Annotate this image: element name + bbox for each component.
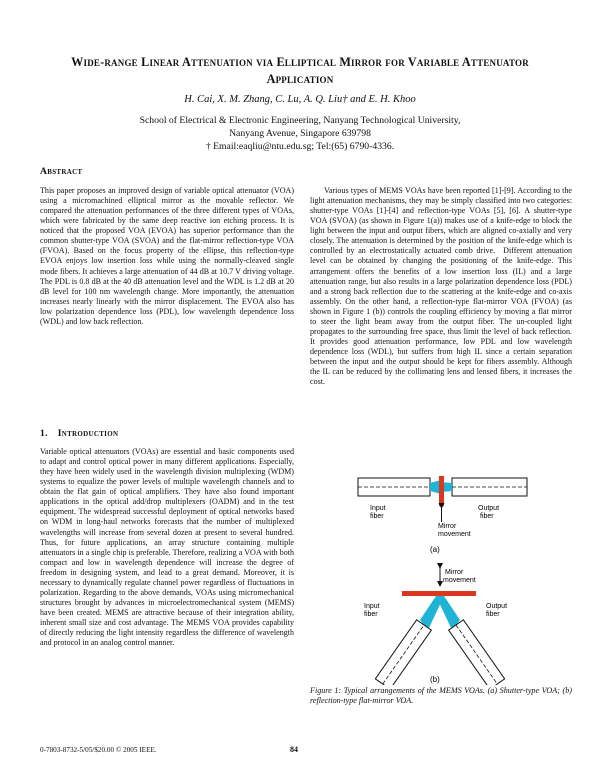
figure-1 bbox=[340, 470, 555, 685]
flat-mirror bbox=[402, 591, 476, 596]
mirror-b-label: Mirror bbox=[445, 569, 464, 576]
input-fiber-a-label-2: fiber bbox=[370, 513, 384, 520]
affiliation-line-2: Nanyang Avenue, Singapore 639798 bbox=[229, 127, 371, 139]
right-column-body bbox=[310, 186, 572, 387]
output-fiber-b bbox=[449, 620, 505, 685]
affiliation-line-3: † Email:eaqliu@ntu.edu.sg; Tel:(65) 6790-4336. bbox=[205, 140, 395, 152]
input-fiber-b bbox=[375, 620, 431, 685]
page-number: 84 bbox=[290, 745, 298, 754]
mirror-b-label-2: movement bbox=[443, 577, 476, 584]
right-column-text: Various types of MEMS VOAs have been reported [1]-[9]. According to the light attenuation mechanisms, they may be simply classified into two categories: shutter-type VOAs [1]-[4] and reflection-type VOAs [5], [6]. A shutter-type VOA (SVOA) (as shown in Figure 1(a)) makes use of a knife-edge to block the light between the input and output fibers, which are aligned co-axially and very closely. The attenuation is determined by the position of the knife-edge which is controlled by an electrostatically actuated comb drive. Different attenuation level can be obtained by changing the positioning of the knife-edge. This arrangement offers the benefits of a low insertion loss (IL) and a large attenuation range, but also results in a large polarization dependence loss (PDL) and a strong back reflection due to the scattering at the knife-edge and co-axis assembly. On the other hand, a reflection-type flat-mirror VOA (FVOA) (as shown in Figure 1 (b)) controls the coupling efficiency by moving a flat mirror to steer the light beam away from the output fiber. The un-coupled light propagates to the surrounding free space, thus limit the level of back reflection. It provides good attenuation performance, low PDL and low wavelength dependence loss (WDL), but suffers from high IL since a certain separation between the input and the output should be kept for fibers assembly. Although the IL can be reduced by the collimating lens and lensed fibers, it increases the cost. bbox=[310, 186, 572, 387]
footer-isbn: 0-7803-8732-5/05/$20.00 © 2005 IEEE. bbox=[40, 746, 157, 754]
mirror-a-label: Mirror bbox=[438, 523, 457, 530]
mirror-a-label-2: movement bbox=[438, 531, 471, 538]
output-fiber-a-label: Output bbox=[478, 505, 500, 512]
introduction-text: Variable optical attenuators (VOAs) are essential and basic components used to adapt and control optical power in many different applications. Especially, they have been widely used in the wavelength division multiplexing (WDM) systems to equalize the power levels of multiple wavelength channels and to obtain the flat gain of optical amplifiers. They have also found important applications in the optical add/drop multiplexers (OADM) and in the test equipment. The widespread successful deployment of optical networks based on WDM in long-haul networks forecasts that the number of multiplexed wavelengths will increase from several dozen at present to several hundred. Thus, for future applications, an array structure containing multiple attenuators in a single chip is preferable. Therefore, realizing a VOA with both compact and low in wavelength dependence will increase the degree of freedom in designing system, and lead to a great demand. Moreover, it is necessary to dynamically regulate channel power regardless of fluctuations in polarization. Regarding to the above demands, VOAs using micromechanical structures brought by advances in microelectromechanical system (MEMS) have been created. MEMS are attractive because of their integration ability, inherent small size and cost advantage. The MEMS VOA provides capability of directly reducing the light intensity regardless the difference of wavelength and protocol in an analog control manner. bbox=[40, 447, 294, 648]
abstract-heading: Abstract bbox=[40, 166, 83, 177]
output-fiber-b-label-2: fiber bbox=[486, 611, 500, 618]
input-fiber-b-label: Input bbox=[364, 603, 380, 610]
input-fiber-b-label-2: fiber bbox=[364, 611, 378, 618]
author-list: H. Cai, X. M. Zhang, C. Lu, A. Q. Liu† and E. H. Khoo bbox=[184, 94, 416, 105]
abstract-text: This paper proposes an improved design of variable optical attenuator (VOA) using a micromachined elliptical mirror as the movable reflector. We compared the attenuation performances of the three different types of VOAs, which were fabricated by the same deep reactive ion etching process. It is noticed that the proposed VOA (EVOA) has superior performance than the common shutter-type VOA (SVOA) and the flat-mirror reflection-type VOA (FVOA). Based on the focus property of the ellipse, this reflection-type EVOA enjoys low insertion loss while using the normally-cleaved single mode fibers. It achieves a large attenuation of 44 dB at 10.7 V driving voltage. The PDL is 0.8 dB at the 40 dB attenuation level and the WDL is 1.2 dB at 20 dB level for 100 nm wavelength change. More importantly, the attenuation increases nearly linearly with the mirror displacement. The EVOA also has low polarization dependence loss (PDL), low wavelength dependence loss (WDL) and low back reflection. bbox=[40, 186, 294, 326]
knife-edge bbox=[439, 476, 444, 506]
figure-1b-label: (b) bbox=[430, 675, 440, 684]
output-fiber-a-label-2: fiber bbox=[480, 513, 494, 520]
figure-caption: Figure 1: Typical arrangements of the MEMS VOAs. (a) Shutter-type VOA; (b) reflection-type flat-mirror VOA. bbox=[310, 686, 572, 705]
affiliation bbox=[40, 115, 560, 153]
introduction-heading: 1. Introduction bbox=[40, 428, 119, 439]
figure-1b-diagram bbox=[364, 568, 507, 685]
affiliation-line-1: School of Electrical & Electronic Engineering, Nanyang Technological University, bbox=[139, 115, 461, 126]
abstract-body bbox=[40, 186, 294, 327]
output-fiber-b-label: Output bbox=[486, 603, 508, 610]
paper-title: Wide-range Linear Attenuation via Elliptical Mirror for Variable Attenuator Application bbox=[71, 55, 529, 86]
figure-1a-diagram bbox=[358, 476, 527, 554]
input-fiber-a-label: Input bbox=[370, 505, 386, 512]
introduction-body bbox=[40, 447, 294, 648]
figure-1a-label: (a) bbox=[430, 545, 440, 554]
